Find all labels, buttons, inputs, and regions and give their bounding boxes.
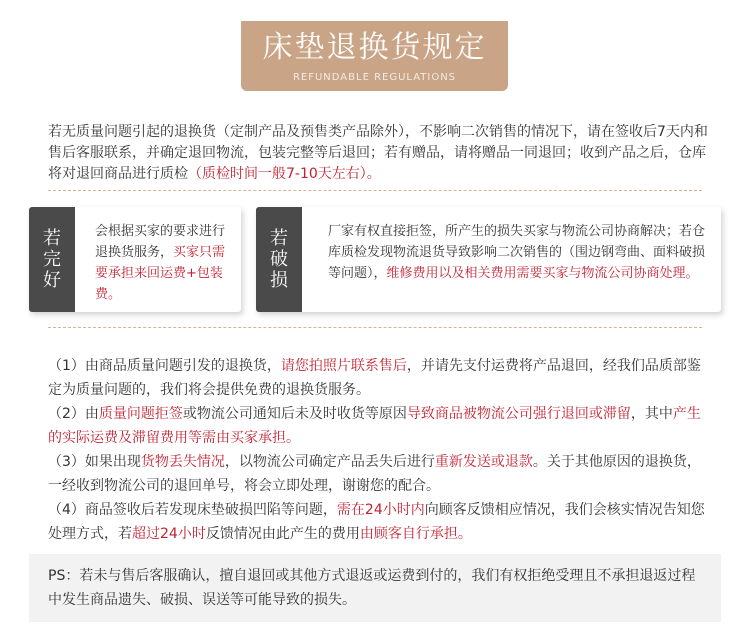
divider-middle — [48, 327, 702, 328]
rule-2: （2）由质量问题拒签或物流公司通知后未及时收货等原因导致商品被物流公司强行退回或滞留，其中产生的实际运费及滞留费用等需由买家承担。 — [48, 406, 701, 446]
card-intact-label: 若完好 — [29, 207, 75, 312]
rule-4: （4）商品签收后若发现床垫破损凹陷等问题，需在24小时内向顾客反馈相应情况，我们会核实情况告知您处理方式，若超过24小时反馈情况由此产生的费用由顾客自行承担。 — [48, 502, 705, 542]
intro-text: 若无质量问题引起的退换货（定制产品及预售类产品除外），不影响二次销售的情况下，请在签收后7天内和售后客服联系，并确定退回物流，包装完整等后退回；若有赠品，请将赠品一同退回；收到产品之后，仓库将对退回商品进行质检 — [48, 124, 708, 182]
card-damaged-text: 厂家有权直接拒签，所产生的损失买家与物流公司协商解决；若仓库质检发现物流退货导致影响二次销售的（围边钢弯曲、面料破损等问题），维修费用以及相关费用需要买家与物流公司协商处理。 — [328, 224, 706, 281]
card-damaged — [256, 207, 721, 312]
rule-1: （1）由商品质量问题引发的退换货，请您拍照片联系售后，并请先支付运费将产品退回，经我们品质部鉴定为质量问题的，我们将会提供免费的退换货服务。 — [48, 358, 701, 398]
ps-text: PS：若未与售后客服确认，擅自退回或其他方式退返或运费到付的，我们有权拒绝受理且不承担退返过程中发生商品遗失、破损、误送等可能导致的损失。 — [48, 568, 696, 608]
card-damaged-highlight: 维修费用以及相关费用需要买家与物流公司协商处理。 — [386, 266, 699, 281]
card-intact-highlight: 买家只需要承担来回运费+包装费。 — [95, 245, 226, 302]
intro-highlight: （质检时间一般7-10天左右）。 — [188, 166, 381, 182]
rules-list — [48, 354, 708, 546]
intro-paragraph — [48, 122, 708, 185]
rule-3: （3）如果出现货物丢失情况，以物流公司确定产品丢失后进行重新发送或退款。关于其他原因的退换货，一经收到物流公司的退回单号，将会立即处理，谢谢您的配合。 — [48, 454, 701, 494]
page-subtitle: REFUNDABLE REGULATIONS — [292, 72, 457, 83]
title-banner — [241, 21, 508, 91]
card-damaged-label: 若破损 — [256, 207, 302, 312]
ps-notice — [29, 554, 721, 622]
divider-top — [48, 190, 702, 191]
page-title: 床垫退换货规定 — [262, 30, 487, 65]
card-intact — [29, 207, 241, 312]
card-intact-text: 会根据买家的要求进行退换货服务，买家只需要承担来回运费+包装费。 — [95, 224, 226, 302]
